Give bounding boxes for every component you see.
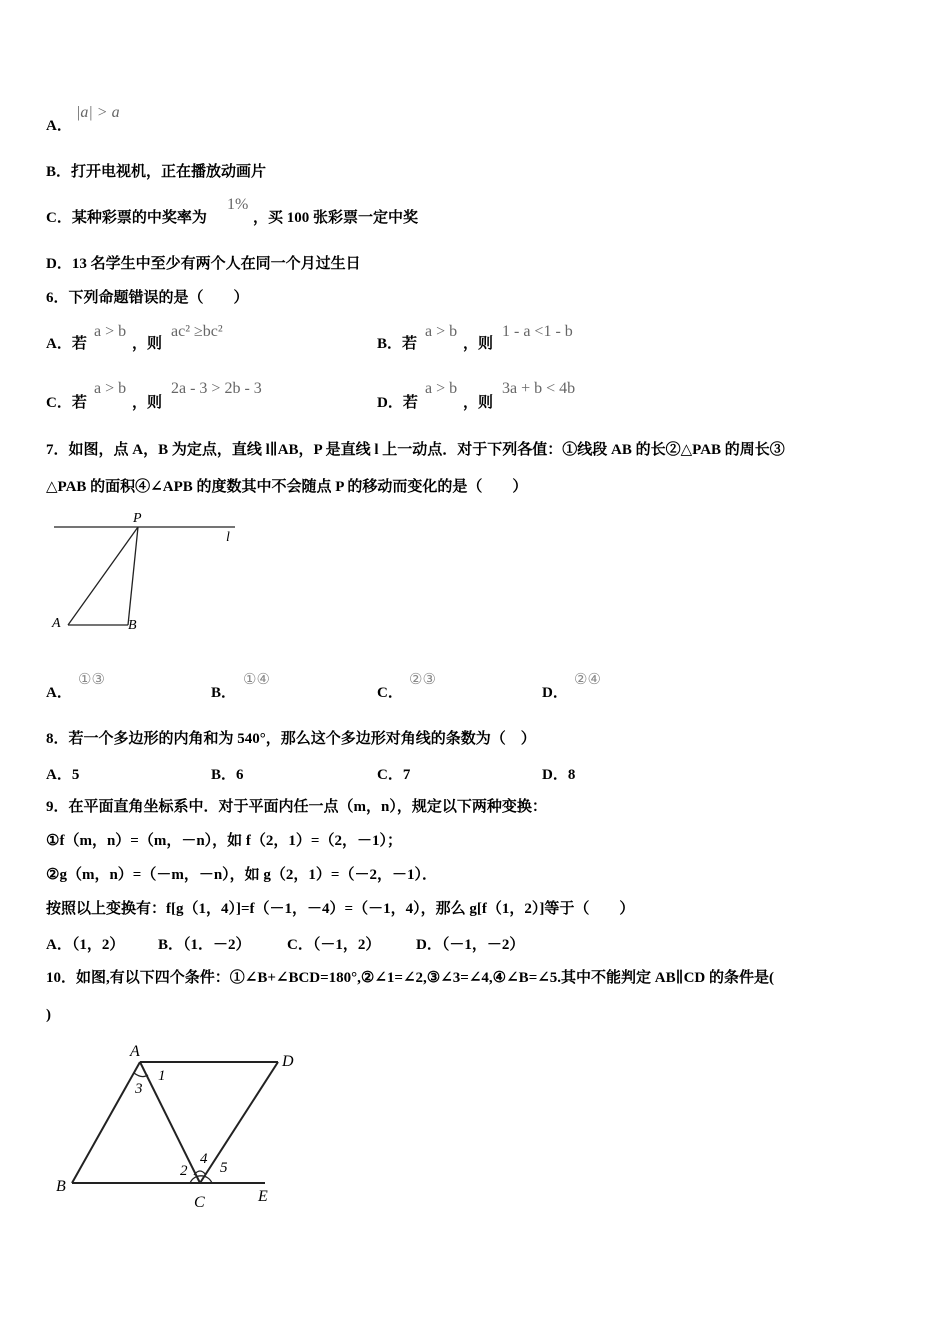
q9-rule-g: ②g（m，n）=（－m，－n），如 g（2，1）=（－2，－1）． — [46, 867, 437, 883]
q10-angle-label-4: 4 — [200, 1151, 208, 1167]
q6-option-a-cond: a > b — [94, 323, 127, 340]
q7-option-b-label: B． — [211, 685, 237, 701]
q6-option-c-then: ，则 — [132, 395, 163, 411]
q8-option-d: D．8 — [542, 767, 576, 783]
q6-option-d-label: D．若 — [377, 395, 418, 411]
q8-option-a: A．5 — [46, 767, 80, 783]
q5-option-b: B．打开电视机，正在播放动画片 — [46, 164, 267, 180]
q6-option-a-result: ac² ≥bc² — [171, 323, 223, 340]
q7-label-l: l — [226, 530, 230, 545]
q6-option-a-then: ，则 — [132, 336, 163, 352]
q6-option-c-result: 2a - 3 > 2b - 3 — [171, 380, 262, 397]
q10-angle-label-1: 1 — [158, 1068, 166, 1084]
q6-option-b-cond: a > b — [425, 323, 458, 340]
q10-label-b: B — [56, 1178, 66, 1195]
q9-option-d: D．（－1，－2） — [416, 937, 525, 953]
q6-option-d-cond: a > b — [425, 380, 458, 397]
q7-stem-line2: △PAB 的面积④∠APB 的度数其中不会随点 P 的移动而变化的是（ ） — [46, 479, 528, 495]
q7-segment-pb — [128, 527, 138, 625]
q6-option-c-cond: a > b — [94, 380, 127, 397]
q9-option-c: C．（－1，2） — [287, 937, 381, 953]
q10-label-c: C — [194, 1194, 205, 1211]
q6-stem: 6．下列命题错误的是（ ） — [46, 290, 249, 306]
q9-option-a: A．（1，2） — [46, 937, 125, 953]
q7-option-d-value: ②④ — [574, 672, 601, 688]
q6-option-b-then: ，则 — [463, 336, 494, 352]
q5-option-c-prefix: C．某种彩票的中奖率为 — [46, 210, 207, 226]
q10-angle-label-5: 5 — [220, 1160, 228, 1176]
q5-option-a-math: |a| > a — [76, 104, 120, 121]
q7-label-p: P — [133, 511, 142, 526]
q9-option-b: B．（1．－2） — [158, 937, 251, 953]
q7-stem-line1: 7．如图，点 A，B 为定点，直线 l∥AB，P 是直线 l 上一动点．对于下列各值：①线段 AB 的长②△PAB 的周长③ — [46, 442, 785, 458]
q10-segment-ab — [72, 1062, 140, 1183]
q10-segment-ac — [140, 1062, 200, 1183]
q7-segment-pa — [68, 527, 138, 625]
q6-option-d-result: 3a + b < 4b — [502, 380, 576, 397]
q10-label-e: E — [258, 1188, 268, 1205]
q7-option-a-label: A． — [46, 685, 72, 701]
q7-figure — [40, 505, 250, 635]
q10-segment-cd — [200, 1062, 278, 1183]
q6-option-d-then: ，则 — [463, 395, 494, 411]
q7-label-b: B — [128, 618, 137, 633]
q6-option-b-result: 1 - a <1 - b — [502, 323, 573, 340]
q8-option-b: B．6 — [211, 767, 244, 783]
q10-stem-line2: ) — [46, 1007, 51, 1023]
q5-option-c-math: 1% — [227, 196, 249, 213]
q10-angle-label-3: 3 — [135, 1081, 143, 1097]
q5-option-a-label: A． — [46, 118, 72, 134]
q10-angle-label-2: 2 — [180, 1163, 188, 1179]
q5-option-c-suffix: ，买 100 张彩票一定中奖 — [253, 210, 419, 226]
q9-rule-f: ①f（m，n）=（m，－n），如 f（2，1）=（2，－1）； — [46, 833, 402, 849]
q7-label-a: A — [52, 616, 61, 631]
q6-option-a-label: A．若 — [46, 336, 87, 352]
q10-label-d: D — [282, 1053, 294, 1070]
q8-option-c: C．7 — [377, 767, 411, 783]
q7-option-a-value: ①③ — [78, 672, 105, 688]
q8-stem: 8．若一个多边形的内角和为 540°，那么这个多边形对角线的条数为（ ） — [46, 731, 536, 747]
q10-figure — [50, 1035, 320, 1215]
q10-label-a: A — [130, 1043, 140, 1060]
q10-stem-line1: 10．如图,有以下四个条件：①∠B+∠BCD=180°,②∠1=∠2,③∠3=∠4,④∠B=∠5.其中不能判定 AB∥CD 的条件是( — [46, 970, 774, 986]
q7-option-c-label: C． — [377, 685, 403, 701]
q7-option-b-value: ①④ — [243, 672, 270, 688]
q6-option-b-label: B．若 — [377, 336, 418, 352]
q5-option-d: D．13 名学生中至少有两个人在同一个月过生日 — [46, 256, 361, 272]
q9-stem: 9．在平面直角坐标系中．对于平面内任一点（m，n），规定以下两种变换： — [46, 799, 547, 815]
q9-task: 按照以上变换有：f[g（1，4）]=f（－1，－4）=（－1，4），那么 g[f（1，2）]等于（ ） — [46, 901, 635, 917]
q7-option-c-value: ②③ — [409, 672, 436, 688]
q6-option-c-label: C．若 — [46, 395, 87, 411]
q7-option-d-label: D． — [542, 685, 568, 701]
